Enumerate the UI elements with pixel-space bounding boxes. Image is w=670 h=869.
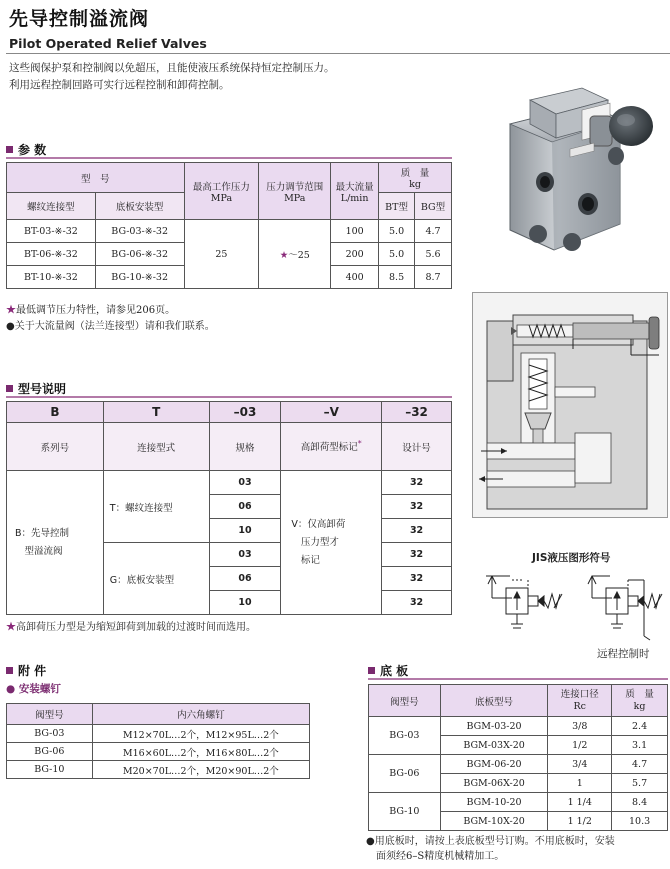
- params-note-2: ●关于大流量阀（法兰连接型）请和我们联系。: [6, 321, 215, 332]
- cell-plate: BGM-03-20: [440, 717, 548, 736]
- params-heading-bar: [6, 157, 452, 159]
- subplate-heading: 底 板: [368, 662, 408, 679]
- col-bt: BT型: [379, 193, 415, 220]
- col-bg: BG型: [415, 193, 452, 220]
- cell-bt: 5.0: [379, 220, 415, 243]
- cell-bg: 8.7: [415, 266, 452, 289]
- series-desc: B：先导控制 型溢流阀: [7, 471, 104, 615]
- subplate-note: ●用底板时，请按上表底板型号订购。不用底板时，安装 面须经6–S精度机械精加工。: [366, 836, 615, 862]
- cell-bolt: M20×70L…2个，M20×90L…2个: [92, 761, 309, 779]
- col-pressure-range: 压力调节范围 MPa: [259, 163, 331, 220]
- valve-photo: [470, 54, 668, 282]
- params-heading: 参 数: [6, 141, 46, 158]
- star-icon: ★: [279, 250, 289, 261]
- design-cell: 32: [382, 519, 452, 543]
- cell-thread: BT-06-※-32: [7, 243, 96, 266]
- col-valve-model: 阀型号: [7, 704, 93, 725]
- star-icon: ★: [6, 305, 16, 316]
- col-valve: 阀型号: [369, 685, 441, 717]
- cell-plate: BGM-10X-20: [440, 812, 548, 831]
- cell-plate: BGM-03X-20: [440, 736, 548, 755]
- cell-plate: BGM-06X-20: [440, 774, 548, 793]
- bolts-table: [6, 703, 310, 779]
- cell-valve: BG-10: [369, 793, 441, 831]
- unload-desc: V：仅高卸荷 压力型才 标记: [281, 471, 382, 615]
- cell-plate: BGM-06-20: [440, 755, 548, 774]
- cell-flow: 200: [331, 243, 379, 266]
- jis-symbol-diagram: [478, 568, 670, 644]
- size-cell: 10: [209, 519, 281, 543]
- table-row: [369, 717, 668, 736]
- section-marker-icon: [6, 385, 13, 392]
- cell-mass: 3.1: [612, 736, 668, 755]
- params-note-1: ★最低调节压力特性，请参见206页。: [6, 305, 176, 316]
- label-design: 设计号: [382, 423, 452, 471]
- cell-port: 1 1/4: [548, 793, 612, 812]
- table-row: [369, 793, 668, 812]
- cell-plate: BGM-10-20: [440, 793, 548, 812]
- code-size: –03: [209, 402, 281, 423]
- cell-max-pressure: 25: [184, 220, 259, 289]
- cross-section-diagram: [472, 292, 668, 518]
- cell-valve: BG-06: [369, 755, 441, 793]
- cell-mass: 10.3: [612, 812, 668, 831]
- cell-plate: BG-06-※-32: [95, 243, 184, 266]
- section-marker-icon: [368, 667, 375, 674]
- label-size: 规格: [209, 423, 281, 471]
- cell-mass: 8.4: [612, 793, 668, 812]
- cell-port: 3/8: [548, 717, 612, 736]
- cell-port: 1/2: [548, 736, 612, 755]
- cell-thread: BT-03-※-32: [7, 220, 96, 243]
- table-row: [7, 761, 310, 779]
- cell-mass: 5.7: [612, 774, 668, 793]
- col-plate: 底板安装型: [95, 193, 184, 220]
- design-cell: 32: [382, 567, 452, 591]
- cell-mass: 2.4: [612, 717, 668, 736]
- design-cell: 32: [382, 471, 452, 495]
- cell-valve: BG-06: [7, 743, 93, 761]
- cell-flow: 100: [331, 220, 379, 243]
- star-icon: *: [357, 439, 362, 449]
- accessories-subheading: ● 安装螺钉: [6, 683, 61, 695]
- label-series: 系列号: [7, 423, 104, 471]
- cell-port: 1: [548, 774, 612, 793]
- size-cell: 10: [209, 591, 281, 615]
- cell-bolt: M16×60L…2个，M16×80L…2个: [92, 743, 309, 761]
- col-thread: 螺纹连接型: [7, 193, 96, 220]
- cell-flow: 400: [331, 266, 379, 289]
- subplate-table: [368, 684, 668, 831]
- cell-bt: 5.0: [379, 243, 415, 266]
- cell-bt: 8.5: [379, 266, 415, 289]
- design-cell: 32: [382, 591, 452, 615]
- model-code-note: ★高卸荷压力型是为缩短卸荷到加载的过渡时间而选用。: [6, 622, 256, 633]
- cell-port: 1 1/2: [548, 812, 612, 831]
- code-connection: T: [103, 402, 209, 423]
- code-unload: –V: [281, 402, 382, 423]
- cell-valve: BG-03: [369, 717, 441, 755]
- cell-valve: BG-10: [7, 761, 93, 779]
- accessories-heading: 附 件: [6, 662, 46, 679]
- cell-thread: BT-10-※-32: [7, 266, 96, 289]
- cell-pressure-range: ★～25: [259, 220, 331, 289]
- size-cell: 06: [209, 567, 281, 591]
- size-cell: 03: [209, 543, 281, 567]
- code-design: –32: [382, 402, 452, 423]
- params-table: [6, 162, 452, 289]
- table-row: [369, 755, 668, 774]
- star-icon: ★: [6, 622, 16, 633]
- conn-thread: T：螺纹连接型: [103, 471, 209, 543]
- col-mass: 质 量 kg: [612, 685, 668, 717]
- code-series: B: [7, 402, 104, 423]
- page-subtitle: Pilot Operated Relief Valves: [9, 36, 207, 51]
- size-cell: 03: [209, 471, 281, 495]
- label-connection: 连接型式: [103, 423, 209, 471]
- subplate-heading-bar: [368, 678, 668, 680]
- table-row: [7, 220, 452, 243]
- model-code-heading: 型号说明: [6, 380, 66, 397]
- cell-bg: 4.7: [415, 220, 452, 243]
- intro-line-1: 这些阀保护泵和控制阀以免超压，且能使液压系统保持恒定控制压力。: [9, 62, 335, 74]
- table-row: [7, 743, 310, 761]
- label-unload: 高卸荷型标记*: [281, 423, 382, 471]
- model-code-table: [6, 401, 452, 615]
- cell-bolt: M12×70L…2个，M12×95L…2个: [92, 725, 309, 743]
- cell-plate: BG-03-※-32: [95, 220, 184, 243]
- col-model: 型 号: [7, 163, 185, 193]
- intro-line-2: 利用远程控制回路可实行远程控制和卸荷控制。: [9, 79, 230, 91]
- col-port: 连接口径 Rc: [548, 685, 612, 717]
- section-marker-icon: [6, 667, 13, 674]
- remote-control-label: 远程控制时: [597, 648, 650, 660]
- page-title: 先导控制溢流阀: [9, 8, 150, 30]
- section-marker-icon: [6, 146, 13, 153]
- cell-plate: BG-10-※-32: [95, 266, 184, 289]
- model-code-heading-bar: [6, 396, 452, 398]
- cell-mass: 4.7: [612, 755, 668, 774]
- table-row: [7, 725, 310, 743]
- col-mass: 质 量 kg: [379, 163, 452, 193]
- jis-symbol-title: JIS液压图形符号: [532, 552, 611, 564]
- col-max-pressure: 最高工作压力 MPa: [184, 163, 259, 220]
- col-subplate: 底板型号: [440, 685, 548, 717]
- cell-valve: BG-03: [7, 725, 93, 743]
- col-max-flow: 最大流量 L/min: [331, 163, 379, 220]
- col-bolt: 内六角螺钉: [92, 704, 309, 725]
- cell-bg: 5.6: [415, 243, 452, 266]
- design-cell: 32: [382, 543, 452, 567]
- conn-plate: G：底板安装型: [103, 543, 209, 615]
- size-cell: 06: [209, 495, 281, 519]
- cell-port: 3/4: [548, 755, 612, 774]
- design-cell: 32: [382, 495, 452, 519]
